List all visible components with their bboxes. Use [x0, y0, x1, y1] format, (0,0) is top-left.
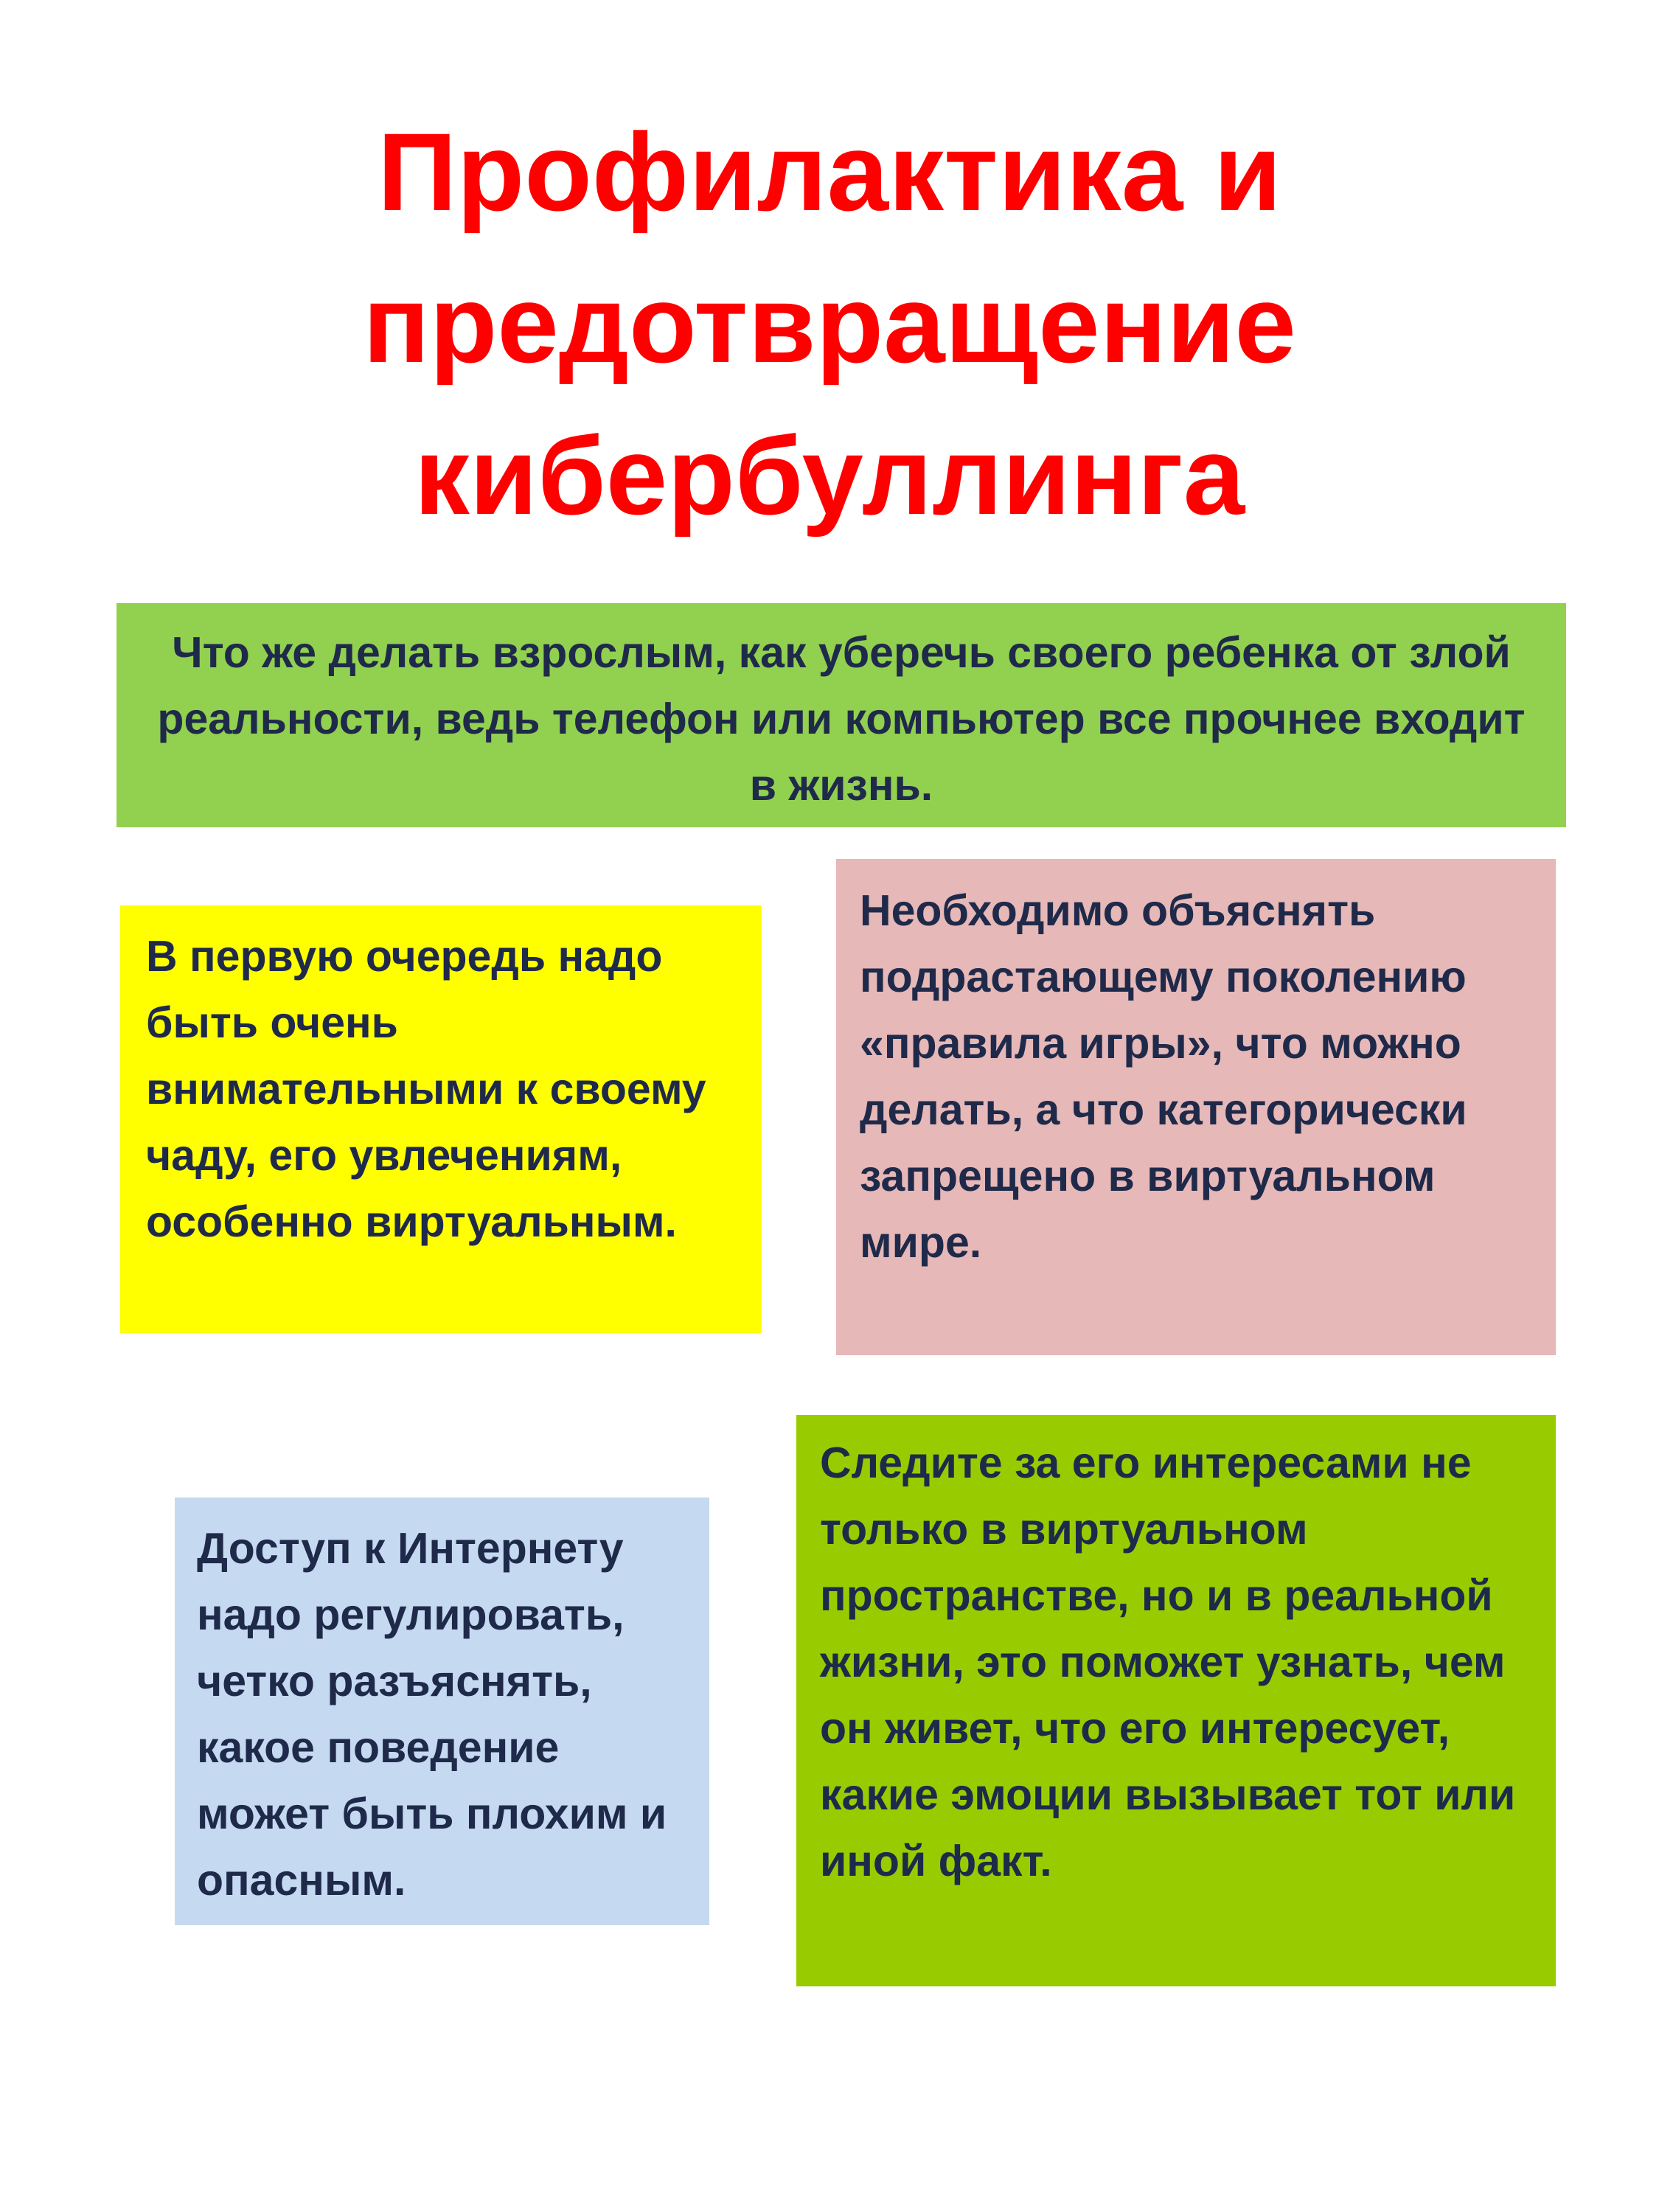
tip-interests-text: Следите за его интересами не только в виртуальном пространстве, но и в реальной жизни, это поможет узнать, чем он живет, что его интересует, какие эмоции вызывает тот или иной факт. — [820, 1439, 1516, 1885]
intro-text: Что же делать взрослым, как уберечь своего ребенка от злой реальности, ведь телефон или компьютер все прочнее входит в жизнь. — [157, 628, 1526, 810]
tip-rules-text: Необходимо объяснять подрастающему поколению «правила игры», что можно делать, а что категорически запрещено в виртуальном мире. — [860, 886, 1467, 1267]
title-line-2: предотвращение — [363, 262, 1296, 386]
tip-attention-text: В первую очередь надо быть очень внимательными к своему чаду, его увлечениям, особенно виртуальным. — [146, 932, 706, 1246]
tip-interests-box — [796, 1415, 1556, 1986]
tip-internet-box — [175, 1498, 709, 1925]
tip-rules-box — [836, 859, 1556, 1355]
title-line-3: кибербуллинга — [414, 414, 1245, 538]
page-title — [0, 96, 1659, 552]
intro-box — [116, 603, 1566, 827]
tip-attention-box — [120, 905, 762, 1333]
tip-internet-text: Доступ к Интернету надо регулировать, четко разъяснять, какое поведение может быть плохим и опасным. — [197, 1524, 667, 1905]
title-line-1: Профилактика и — [377, 110, 1282, 234]
